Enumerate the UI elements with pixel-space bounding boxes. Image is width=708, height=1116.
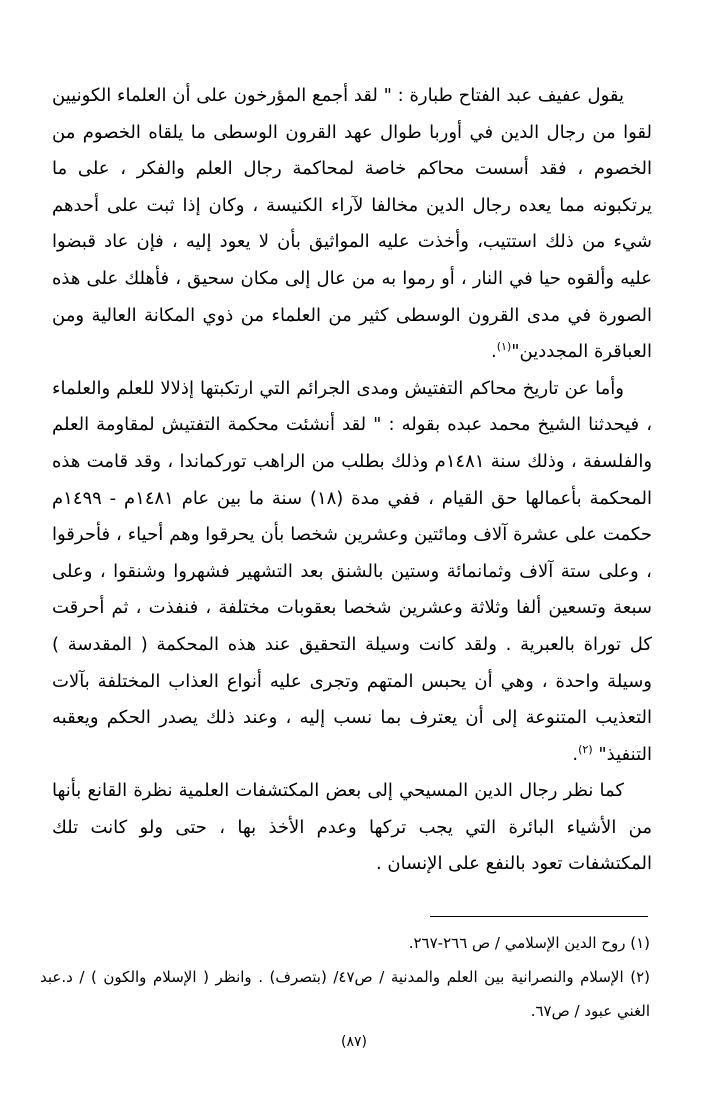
footnote-2: (٢) الإسلام والنصرانية بين العلم والمدنية / ص٤٧/ (بتصرف) . وانظر ( الإسلام والكون ) / د.عبد الغني عبود / ص٦٧. [40, 968, 650, 1020]
paragraph-3-text: كما نظر رجال الدين المسيحي إلى بعض المكتشفات العلمية نظرة القانع بأنها من الأشياء البائرة التي يجب تركها وعدم الأخذ بها ، حتى ولو كانت تلك المكتشفات تعود بالنفع على الإنسان . [52, 780, 652, 875]
footnote-ref-2: (٢) [578, 742, 593, 756]
paragraph-3 [52, 773, 652, 883]
main-text [52, 78, 652, 883]
footnote-separator [430, 916, 648, 917]
footnote-ref-1: (١) [496, 340, 512, 354]
footnote-1: (١) روح الدين الإسلامي / ص ٢٦٦-٢٦٧. [408, 934, 650, 952]
page-number: (٨٧) [341, 1034, 367, 1050]
paragraph-2-text: وأما عن تاريخ محاكم التفتيش ومدى الجرائم التي ارتكبتها إذلالا للعلم والعلماء ، فيحدثنا الشيخ محمد عبده بقوله : " لقد أنشئت محكمة التفتيش لمقاومة العلم والفلسفة ، وذلك سنة ١٤٨١م وذلك بطلب من الراهب توركماندا ، وقد قامت هذه المحكمة بأعمالها حق القيام ، ففي مدة (١٨) سنة ما بين عام ١٤٨١م - ١٤٩٩م حكمت على عشرة آلاف ومائتين وعشرين شخصا بأن يحرقوا وهم أحياء ، فأحرقوا ، وعلى ستة آلاف وثمانمائة وستين بالشنق بعد التشهير فشهروا وشنقوا ، وعلى سبعة وتسعين ألفا وثلاثة وعشرين شخصا بعقوبات مختلفة ، فنفذت ، ثم أحرقت كل توراة بالعبرية . ولقد كانت وسيلة التحقيق عند هذه المحكمة ( المقدسة ) وسيلة واحدة ، وهي أن يحبس المتهم وتجرى عليه أنواع العذاب المختلفة بآلات التعذيب المتنوعة إلى أن يعترف بما نسب إليه ، وعند ذلك يصدر الحكم ويعقبه التنفيذ" [52, 377, 653, 765]
paragraph-1: يقول عفيف عبد الفتاح طبارة : " لقد أجمع المؤرخون على أن العلماء الكونيين لقوا من رجال الدين في أوربا طوال عهد القرون الوسطى ما يلقاه الخصوم من الخصوم ، فقد أسست محاكم خاصة لمحاكمة رجال العلم والفكر ، على ما يرتكبونه مما يعده رجال الدين مخالفا لآراء الكنيسة ، وكان إذا ثبت على أحدهم شيء من ذلك استتيب، وأخذت عليه المواثيق بأن لا يعود إليه ، فإن عاد قبضوا عليه وألقوه حيا في النار ، أو رموا به من عال إلى مكان سحيق ، فأهلك على هذه الصورة في مدى القرون الوسطى كثير من العلماء من ذوي المكانة العالية ومن العباقرة المجددين"$^{(١)}$. [52, 85, 652, 363]
paragraph-2: وأما عن تاريخ محاكم التفتيش ومدى الجرائم التي ارتكبتها إذلالا للعلم والعلماء ، فيحدثنا الشيخ محمد عبده بقوله : " لقد أنشئت محكمة التفتيش لمقاومة العلم والفلسفة ، وذلك سنة ١٤٨١م وذلك بطلب من الراهب توركماندا ، وقد قامت هذه المحكمة بأعمالها حق القيام ، ففي مدة (١٨) سنة ما بين عام ١٤٨١م - ١٤٩٩م حكمت على عشرة آلاف ومائتين وعشرين شخصا بأن يحرقوا وهم أحياء ، فأحرقوا ، وعلى ستة آلاف وثمانمائة وستين بالشنق بعد التشهير فشهروا وشنقوا ، وعلى سبعة وتسعين ألفا وثلاثة وعشرين شخصا بعقوبات مختلفة ، فنفذت ، ثم أحرقت كل توراة بالعبرية . ولقد كانت وسيلة التحقيق عند هذه المحكمة ( المقدسة ) وسيلة واحدة ، وهي أن يحبس المتهم وتجرى عليه أنواع العذاب المختلفة بآلات التعذيب المتنوعة إلى أن يعترف بما نسب إليه ، وعند ذلك يصدر الحكم ويعقبه التنفيذ" $^{(٢)}$. [52, 377, 653, 765]
footnotes [40, 926, 650, 1028]
paragraph-1-text: يقول عفيف عبد الفتاح طبارة : " لقد أجمع المؤرخون على أن العلماء الكونيين لقوا من رجال الدين في أوربا طوال عهد القرون الوسطى ما يلقاه الخصوم من الخصوم ، فقد أسست محاكم خاصة لمحاكمة رجال العلم والفكر ، على ما يرتكبونه مما يعده رجال الدين مخالفا لآراء الكنيسة ، وكان إذا ثبت على أحدهم شيء من ذلك استتيب، وأخذت عليه المواثيق بأن لا يعود إليه ، فإن عاد قبضوا عليه وألقوه حيا في النار ، أو رموا به من عال إلى مكان سحيق ، فأهلك على هذه الصورة في مدى القرون الوسطى كثير من العلماء من ذوي المكانة العالية ومن العباقرة المجددين" [52, 85, 652, 363]
